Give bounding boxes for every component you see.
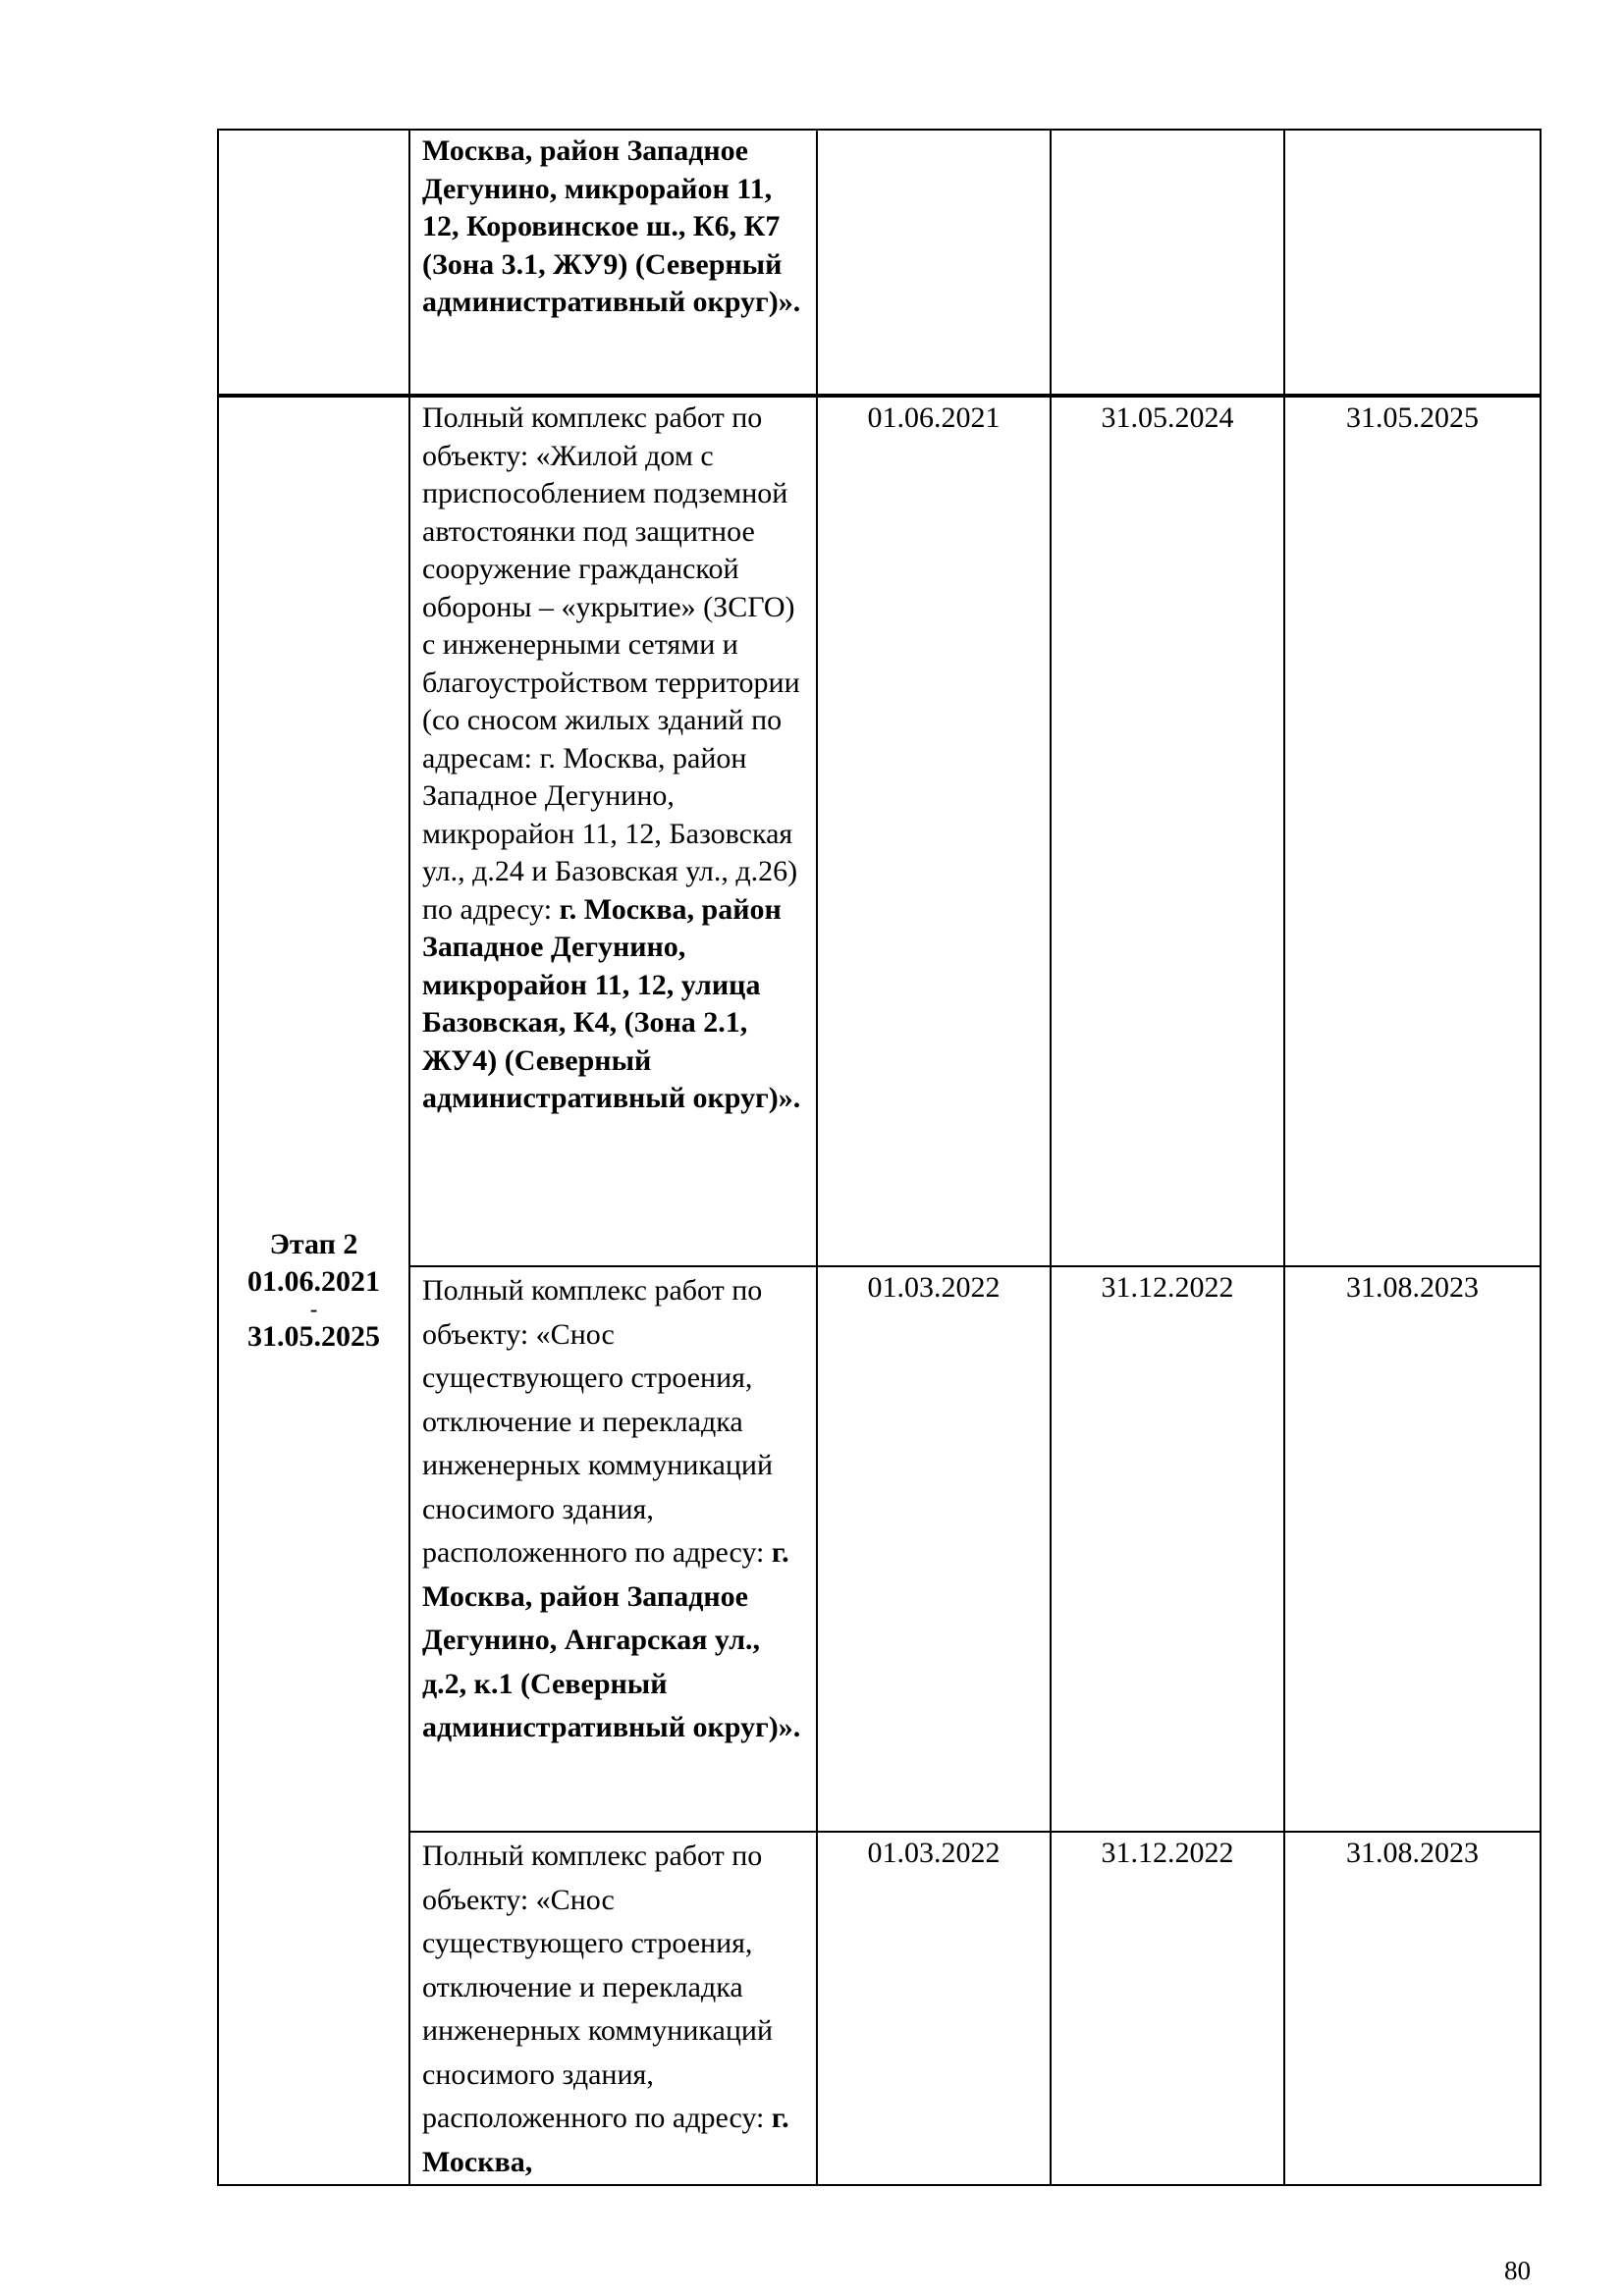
work-description-bold: г. Москва, район Западное Дегунино, Ангарская ул., д.2, к.1 (Северный административный округ)». (422, 1536, 801, 1743)
work-description-text: Полный комплекс работ по объекту: «Снос существующего строения, отключение и перекладка инженерных коммуникаций сносимого здания, расположенного по адресу: (422, 1840, 773, 2134)
end-date-cell (1051, 130, 1284, 396)
work-description-bold: г. Москва, район Западное Дегунино, микрорайон 11, 12, улица Базовская, К4, (Зона 2.1, ЖУ4) (Северный административный округ)». (422, 892, 801, 1114)
work-description-cell (409, 1266, 817, 1832)
work-description-text: Полный комплекс работ по объекту: «Снос существующего строения, отключение и перекладка инженерных коммуникаций сносимого здания, расположенного по адресу: (422, 1274, 773, 1569)
table-row (218, 396, 1541, 1266)
work-description-cell (409, 130, 817, 396)
work-description-bold: г. Москва, (422, 2102, 789, 2178)
final-date: 31.05.2025 (1346, 401, 1479, 434)
start-date-cell (817, 130, 1051, 396)
start-date: 01.03.2022 (867, 1271, 1001, 1304)
final-date-cell (1284, 130, 1541, 396)
table-row (218, 1266, 1541, 1832)
work-description-bold: Москва, район Западное Дегунино, микрорайон 11, 12, Коровинское ш., К6, К7 (Зона 3.1, ЖУ9) (Северный административный округ)». (422, 134, 801, 318)
start-date-cell (817, 1832, 1051, 2185)
start-date: 01.06.2021 (867, 401, 1001, 434)
work-description-cell (409, 1832, 817, 2185)
stage-start-date: 01.06.2021 (247, 1265, 380, 1298)
stage-date-dash: - (309, 1297, 318, 1321)
final-date: 31.08.2023 (1346, 1271, 1479, 1304)
table-row (218, 1832, 1541, 2185)
start-date-cell (817, 396, 1051, 1266)
end-date: 31.12.2022 (1101, 1837, 1234, 1869)
final-date: 31.08.2023 (1346, 1837, 1479, 1869)
page-number: 80 (1504, 2256, 1531, 2285)
final-date-cell (1284, 1266, 1541, 1832)
stage-title: Этап 2 (269, 1228, 358, 1260)
stage-end-date: 31.05.2025 (247, 1320, 380, 1353)
end-date-cell (1051, 396, 1284, 1266)
schedule-table (217, 129, 1542, 2186)
work-description-text: Полный комплекс работ по объекту: «Жилой дом с приспособлением подземной автостоянки под защитное сооружение гражданской обороны – «укрытие» (ЗСГО) с инженерными сетями и благоустройством территории (со сносом жилых зданий по адресам: г. Москва, район Западное Дегунино, микрорайон 11, 12, Базовская ул., д.24 и Базовская ул., д.26) по адресу: (422, 401, 800, 926)
final-date-cell (1284, 396, 1541, 1266)
work-description-cell (409, 396, 817, 1266)
end-date: 31.05.2024 (1101, 401, 1234, 434)
final-date-cell (1284, 1832, 1541, 2185)
stage-cell-empty (218, 130, 409, 396)
end-date-cell (1051, 1832, 1284, 2185)
end-date: 31.12.2022 (1101, 1271, 1234, 1304)
end-date-cell (1051, 1266, 1284, 1832)
table-row-continued (218, 130, 1541, 396)
start-date-cell (817, 1266, 1051, 1832)
stage-cell (218, 396, 409, 2185)
start-date: 01.03.2022 (867, 1837, 1001, 1869)
